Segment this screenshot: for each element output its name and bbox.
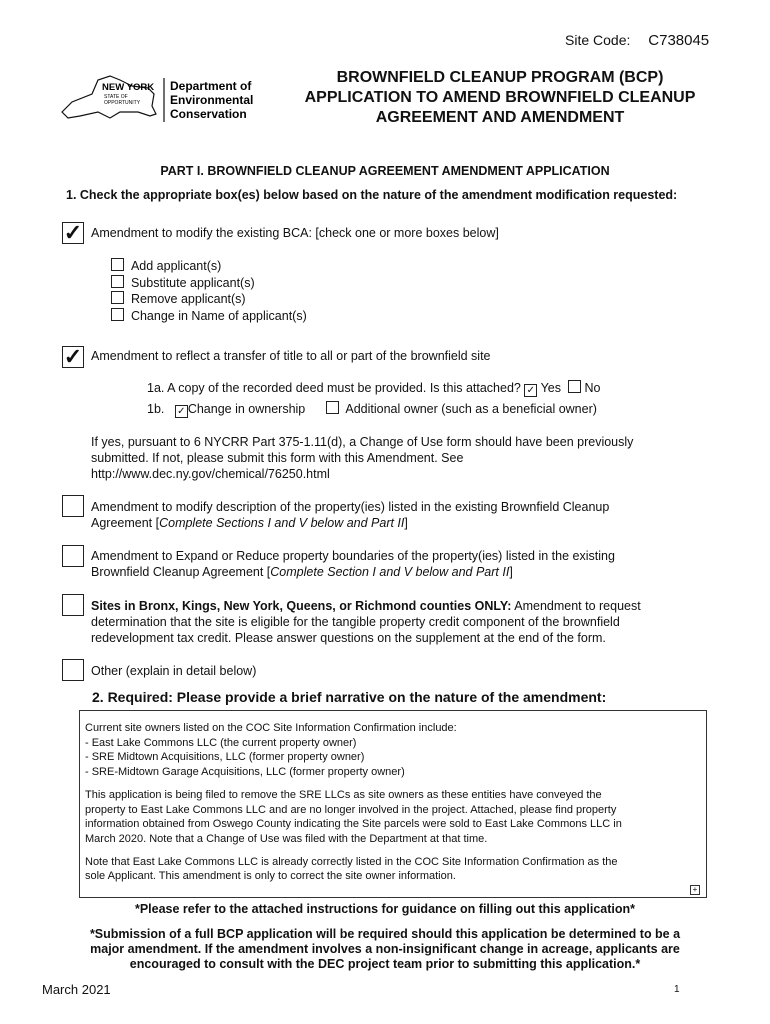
change-ownership-label: Change in ownership: [187, 402, 306, 416]
no-label: No: [584, 381, 601, 395]
change-name-checkbox[interactable]: [111, 308, 124, 321]
question-1: 1. Check the appropriate box(es) below based on the nature of the amendment modification requested:: [66, 188, 678, 202]
modify-description-checkbox[interactable]: [62, 495, 84, 517]
sub-option-remove: Remove applicant(s): [111, 291, 307, 308]
applicant-sub-options: [111, 258, 307, 324]
part-heading: PART I. BROWNFIELD CLEANUP AGREEMENT AMENDMENT APPLICATION: [160, 164, 610, 178]
instructions-note: *Please refer to the attached instructions for guidance on filling out this application*: [134, 902, 636, 916]
modify-bca-label: Amendment to modify the existing BCA: [check one or more boxes below]: [91, 226, 499, 240]
question-2: 2. Required: Please provide a brief narrative on the nature of the amendment:: [92, 689, 607, 705]
footer-date: March 2021: [42, 982, 111, 997]
other-checkbox[interactable]: [62, 659, 84, 681]
sub-option-change-name: Change in Name of applicant(s): [111, 308, 307, 325]
deed-yes-checkbox[interactable]: ✓: [524, 384, 537, 397]
narrative-paragraph-2: This application is being filed to remove the SRE LLCs as site owners as these entities have conveyed the property to East Lake Commons LLC and are no longer involved in the project. Attached, please find property information obtained from Oswego County indicating the Site parcels were sold to East Lake Commons LLC in March 2020. Note that a Change of Use was filed with the Department at that time.: [85, 788, 622, 845]
new-york-state-outline-icon: [58, 72, 278, 128]
question-1b: 1b. ✓ Change in ownership Additional owner (such as a beneficial owner): [147, 402, 597, 417]
tangible-credit-label: Sites in Bronx, Kings, New York, Queens, or Richmond counties ONLY: Amendment to request determination that the site is eligible for the tangible property credit component of the brownfield redevelopment tax credit. Please answer questions on the supplement at the end of the form.: [91, 599, 641, 645]
question-1a: 1a. A copy of the recorded deed must be provided. Is this attached? ✓ Yes No: [147, 381, 601, 396]
additional-owner-checkbox[interactable]: [326, 401, 339, 414]
other-label: Other (explain in detail below): [91, 664, 257, 678]
narrative-paragraph-3: Note that East Lake Commons LLC is already correctly listed in the COC Site Information Confirmation as the sole Applicant. This amendment is only to correct the site owner information.: [85, 855, 618, 883]
expand-reduce-checkbox[interactable]: [62, 545, 84, 567]
title-line3: AGREEMENT AND AMENDMENT: [375, 109, 625, 126]
change-of-use-note: If yes, pursuant to 6 NYCRR Part 375-1.11(d), a Change of Use form should have been previously submitted. If not, please submit this form with this Amendment. See http://www.dec.ny.gov/chemical/76250.html: [91, 435, 634, 481]
logo-state-line1: NEW YORK: [102, 82, 155, 93]
change-ownership-checkbox[interactable]: ✓: [175, 405, 188, 418]
yes-label: Yes: [540, 381, 561, 395]
logo-dept-line3: Conservation: [170, 107, 247, 121]
narrative-textarea[interactable]: [79, 710, 707, 898]
logo-dept-line2: Environmental: [170, 93, 254, 107]
expand-field-icon[interactable]: +: [690, 885, 700, 895]
site-code-value: C738045: [648, 32, 710, 49]
change-of-use-link[interactable]: http://www.dec.ny.gov/chemical/76250.html: [91, 467, 330, 481]
document-title: [270, 68, 730, 128]
narrative-paragraph-1: Current site owners listed on the COC Site Information Confirmation include: - East Lake Commons LLC (the current property owner) - SRE Midtown Acquisitions, LLC (former property owner) - SRE-Midtown Garage Acquisitions, LLC (former property owner): [85, 722, 457, 779]
logo-state-line2: STATE OF: [104, 94, 128, 100]
title-line1: BROWNFIELD CLEANUP PROGRAM (BCP): [336, 69, 664, 86]
modify-description-label: Amendment to modify description of the property(ies) listed in the existing Brownfield Cleanup Agreement [Complete Sections I and V below and Part II]: [91, 500, 610, 530]
site-code: [565, 32, 709, 49]
deed-no-checkbox[interactable]: [568, 380, 581, 393]
modify-bca-checkbox[interactable]: ✓: [63, 220, 83, 245]
expand-reduce-label: Amendment to Expand or Reduce property boundaries of the property(ies) listed in the existing Brownfield Cleanup Agreement [Complete Section I and V below and Part II]: [91, 549, 615, 579]
logo-state-line3: OPPORTUNITY: [104, 100, 141, 106]
nys-dec-logo: [58, 72, 278, 128]
title-line2: APPLICATION TO AMEND BROWNFIELD CLEANUP: [304, 89, 696, 106]
additional-owner-label: Additional owner (such as a beneficial owner): [345, 402, 597, 416]
sub-option-substitute: Substitute applicant(s): [111, 275, 307, 292]
site-code-label: Site Code:: [565, 32, 631, 48]
add-applicant-checkbox[interactable]: [111, 258, 124, 271]
transfer-title-checkbox[interactable]: ✓: [63, 344, 83, 369]
tangible-credit-checkbox[interactable]: [62, 594, 84, 616]
logo-dept-line1: Department of: [170, 79, 252, 93]
transfer-title-label: Amendment to reflect a transfer of title to all or part of the brownfield site: [91, 349, 491, 363]
page-number: 1: [674, 984, 680, 995]
submission-note: *Submission of a full BCP application will be required should this application be determined to be a major amendment. If the amendment involves a non-insignificant change in acreage, applicants are encouraged to consult with the DEC project team prior to submitting this application.*: [89, 927, 681, 971]
sub-option-add: Add applicant(s): [111, 258, 307, 275]
remove-applicant-checkbox[interactable]: [111, 291, 124, 304]
substitute-applicant-checkbox[interactable]: [111, 275, 124, 288]
